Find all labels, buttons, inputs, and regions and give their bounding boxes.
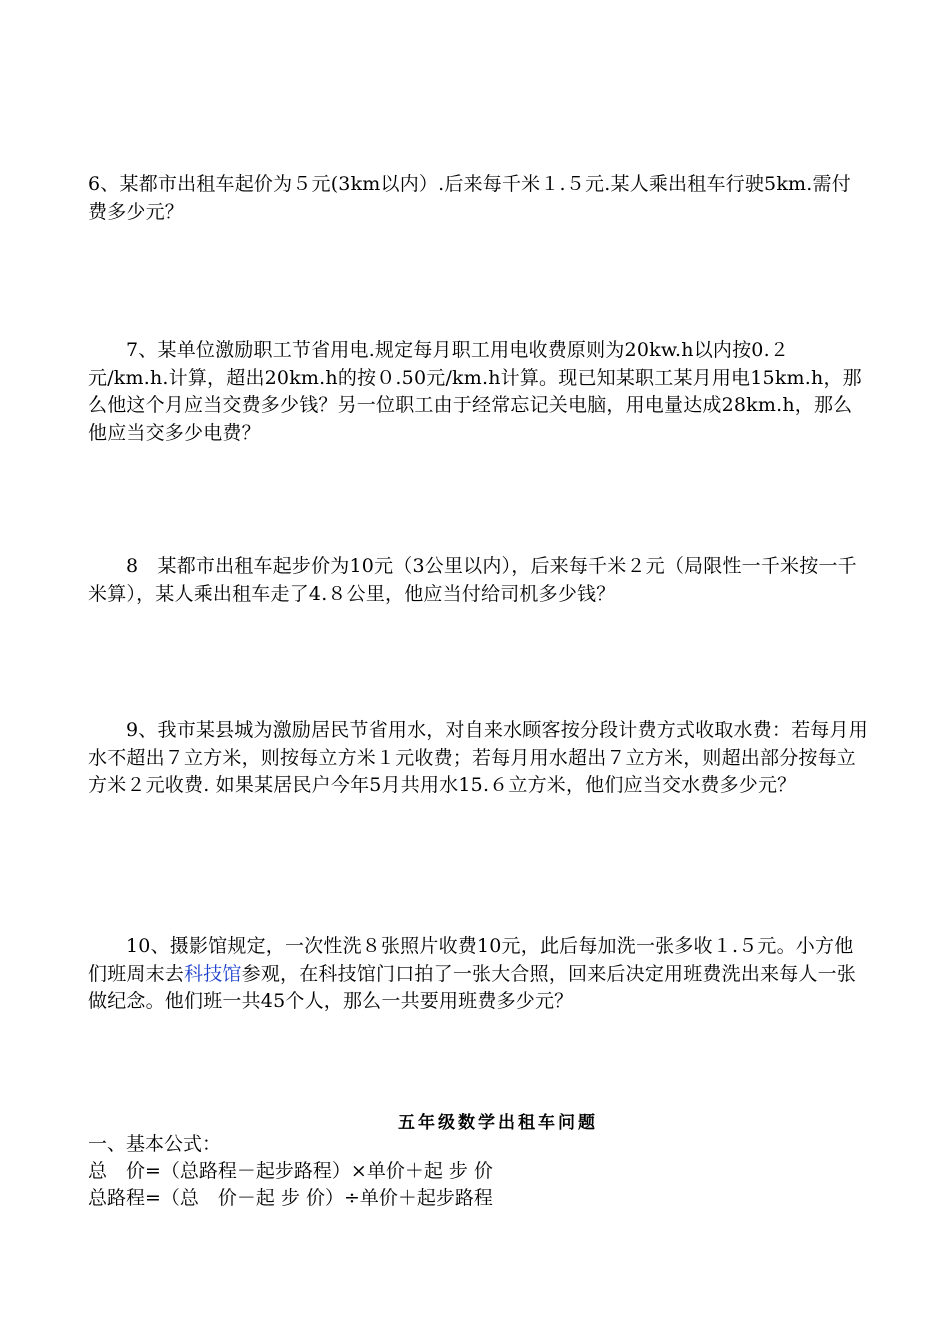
problem-6: 6、某都市出租车起价为５元(3km以内）.后来每千米１.５元.某人乘出租车行驶5km.需付费多少元？ bbox=[88, 173, 851, 223]
problem-10-text-start: 10、摄影馆规定，一次性洗８张照片收费10元，此后每加洗一张多收１.５元。小方他们班周末去 bbox=[88, 935, 854, 985]
science-museum-link[interactable]: 科技馆 bbox=[184, 962, 242, 985]
section-title: 五年级数学出租车问题 bbox=[398, 1113, 598, 1133]
formula-total-price: 总 价=（总路程－起步路程）×单价＋起 步 价 bbox=[88, 1160, 493, 1182]
problem-10 bbox=[88, 933, 868, 1016]
problem-10-text-end: 参观，在科技馆门口拍了一张大合照，回来后决定用班费洗出来每人一张做纪念。他们班一共45个人，那么一共要用班费多少元？ bbox=[88, 962, 857, 1012]
formula-heading: 一、基本公式： bbox=[88, 1133, 222, 1155]
formula-total-distance: 总路程=（总 价－起 步 价）÷单价＋起步路程 bbox=[88, 1187, 493, 1209]
problem-8: 8 某都市出租车起步价为10元（3公里以内），后来每千米２元（局限性一千米按一千米算），某人乘出租车走了4.８公里，他应当付给司机多少钱？ bbox=[88, 555, 857, 605]
problem-9: 9、我市某县城为激励居民节省用水，对自来水顾客按分段计费方式收取水费：若每月用水不超出７立方米，则按每立方米１元收费；若每月用水超出７立方米，则超出部分按每立方米２元收费. 如果某居民户今年5月共用水15.６立方米，他们应当交水费多少元？ bbox=[88, 719, 868, 796]
problem-7: 7、某单位激励职工节省用电.规定每月职工用电收费原则为20kw.h以内按0.２元/km.h.计算，超出20km.h的按０.50元/km.h计算。现已知某职工某月用电15km.h，那么他这个月应当交费多少钱？另一位职工由于经常忘记关电脑，用电量达成28km.h，那么他应当交多少电费？ bbox=[88, 339, 862, 444]
